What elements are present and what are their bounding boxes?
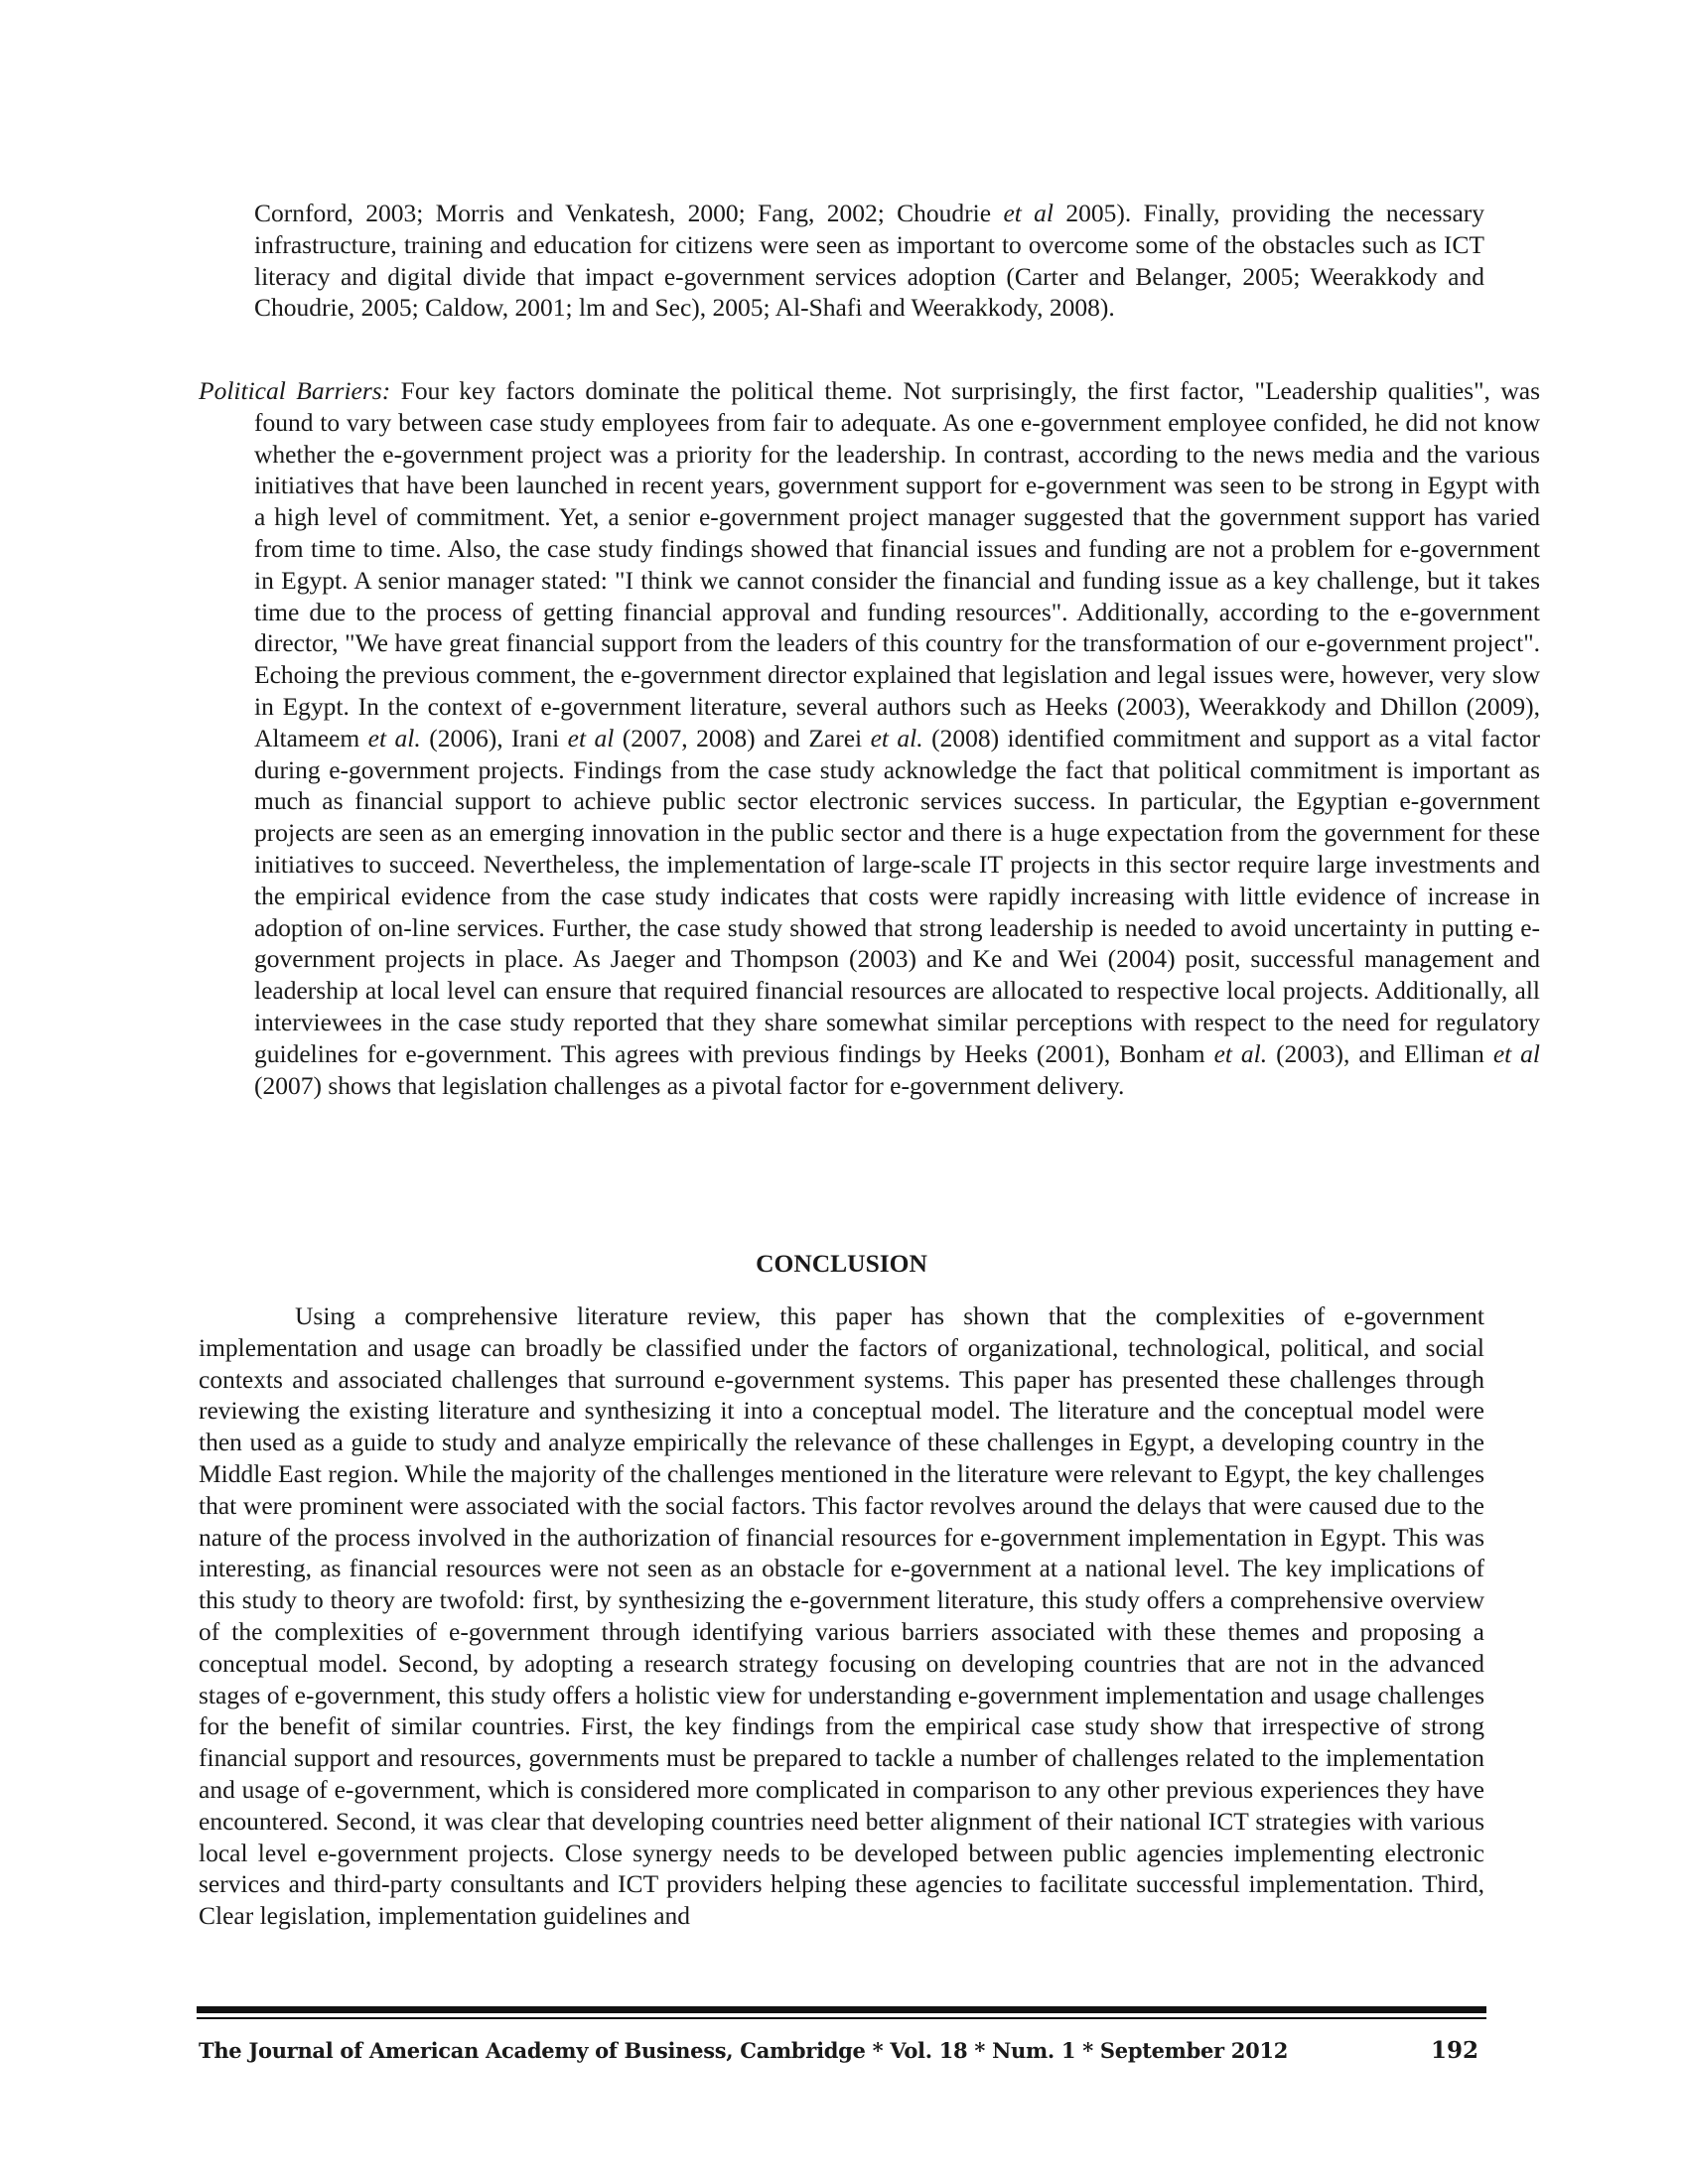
paragraph-political-barriers: Political Barriers: Four key factors dominate the political theme. Not surprisingly, the first factor, "Leadership qualities", was found to vary between case study employees from fair to adequate. As one e-government employee confided, he did not know whether the e-government project was a priority for the leadership. In contrast, according to the news media and the various initiatives that have been launched in recent years, government support for e-government was seen to be strong in Egypt with a high level of commitment. Yet, a senior e-government project manager suggested that the government support has varied from time to time. Also, the case study findings showed that financial issues and funding are not a problem for e-government in Egypt. A senior manager stated: "I think we cannot consider the financial and funding issue as a key challenge, but it takes time due to the process of getting financial approval and funding resources". Additionally, according to the e-government director, "We have great financial support from the leaders of this country for the transformation of our e-government project". Echoing the previous comment, the e-government director explained that legislation and legal issues were, however, very slow in Egypt. In the context of e-government literature, several authors such as Heeks (2003), Weerakkody and Dhillon (2009), Altameem et al. (2006), Irani et al (2007, 2008) and Zarei et al. (2008) identified commitment and support as a vital factor during e-government projects. Findings from the case study acknowledge the fact that political commitment is important as much as financial support to achieve public sector electronic services success. In particular, the Egyptian e-government projects are seen as an emerging innovation in the public sector and there is a huge expectation from the government for these initiatives to succeed. Nevertheless, the implementation of large-scale IT projects in this sector require large investments and the empirical evidence from the case study indicates that costs were rapidly increasing with little evidence of increase in adoption of on-line services. Further, the case study showed that strong leadership is needed to avoid uncertainty in putting e-government projects in place. As Jaeger and Thompson (2003) and Ke and Wei (2004) posit, successful management and leadership at local level can ensure that required financial resources are allocated to respective local projects. Additionally, all interviewees in the case study reported that they share somewhat similar perceptions with respect to the need for regulatory guidelines for e-government. This agrees with previous findings by Heeks (2001), Bonham et al. (2003), and Elliman et al (2007) shows that legislation challenges as a pivotal factor for e-government delivery. bbox=[199, 376, 1541, 1100]
footer-rule-thick bbox=[197, 2006, 1486, 2013]
section-heading-conclusion: CONCLUSION bbox=[756, 1249, 927, 1278]
footer-rule-thin bbox=[197, 2017, 1486, 2019]
run-in-heading: Political Barriers: bbox=[199, 376, 391, 405]
paragraph-conclusion: Using a comprehensive literature review, this paper has shown that the complexities of e-government implementation and usage can broadly be classified under the factors of organizational, technological, political, and social contexts and associated challenges that surround e-government systems. This paper has presented these challenges through reviewing the existing literature and synthesizing it into a conceptual model. The literature and the conceptual model were then used as a guide to study and analyze empirically the relevance of these challenges in Egypt, a developing country in the Middle East region. While the majority of the challenges mentioned in the literature were relevant to Egypt, the key challenges that were prominent were associated with the social factors. This factor revolves around the delays that were caused due to the nature of the process involved in the authorization of financial resources for e-government implementation in Egypt. This was interesting, as financial resources were not seen as an obstacle for e-government at a national level. The key implications of this study to theory are twofold: first, by synthesizing the e-government literature, this study offers a comprehensive overview of the complexities of e-government through identifying various barriers associated with these themes and proposing a conceptual model. Second, by adopting a research strategy focusing on developing countries that are not in the advanced stages of e-government, this study offers a holistic view for understanding e-government implementation and usage challenges for the benefit of similar countries. First, the key findings from the empirical case study show that irrespective of strong financial support and resources, governments must be prepared to tackle a number of challenges related to the implementation and usage of e-government, which is considered more complicated in comparison to any other previous experiences they have encountered. Second, it was clear that developing countries need better alignment of their national ICT strategies with various local level e-government projects. Close synergy needs to be developed between public agencies implementing electronic services and third-party consultants and ICT providers helping these agencies to facilitate successful implementation. Third, Clear legislation, implementation guidelines and bbox=[199, 1301, 1484, 1931]
footer-journal-citation: The Journal of American Academy of Business, Cambridge * Vol. 18 * Num. 1 * September 2012 bbox=[199, 2038, 1289, 2063]
page-number: 192 bbox=[1430, 2037, 1478, 2064]
page-footer bbox=[199, 2035, 1484, 2067]
paragraph-continued: Cornford, 2003; Morris and Venkatesh, 2000; Fang, 2002; Choudrie et al 2005). Finally, providing the necessary infrastructure, training and education for citizens were seen as important to overcome some of the obstacles such as ICT literacy and digital divide that impact e-government services adoption (Carter and Belanger, 2005; Weerakkody and Choudrie, 2005; Caldow, 2001; lm and Sec), 2005; Al-Shafi and Weerakkody, 2008). bbox=[254, 199, 1485, 323]
